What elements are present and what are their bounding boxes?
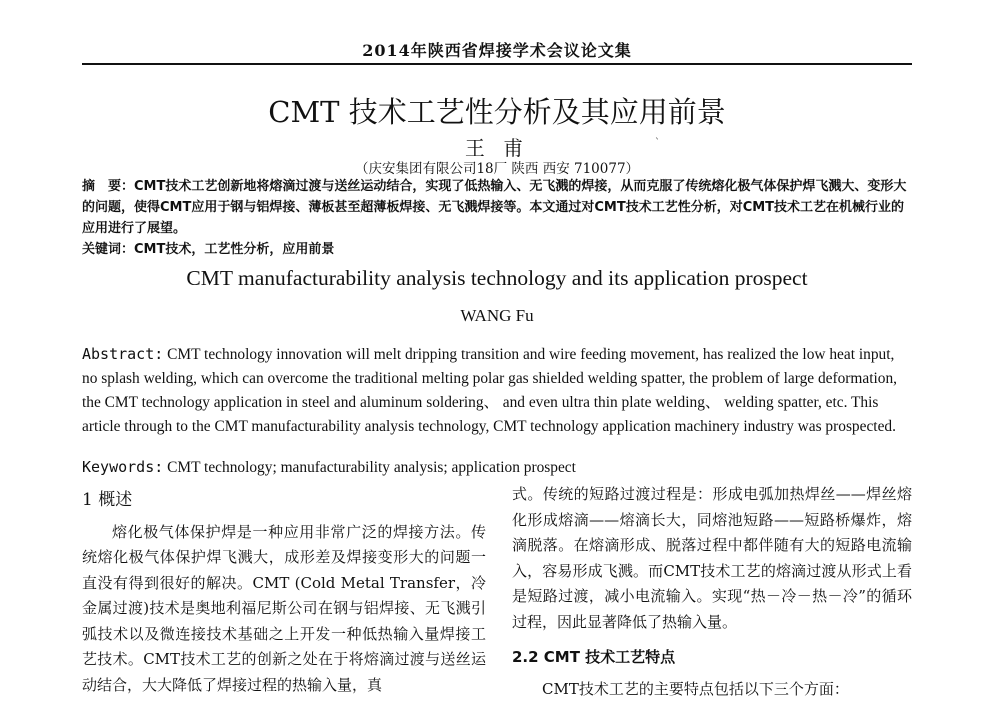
keywords-en bbox=[82, 458, 912, 477]
abstract-en bbox=[82, 342, 912, 439]
affiliation-cn: （庆安集团有限公司18厂 陕西 西安 710077） bbox=[354, 161, 640, 177]
keywords-en-label: Keywords: bbox=[82, 458, 164, 476]
section-1-heading: 1 概述 bbox=[82, 490, 133, 510]
author-cn: 王 甫 bbox=[464, 136, 530, 160]
right-column bbox=[512, 482, 912, 702]
abstract-cn-label: 摘 要： bbox=[82, 179, 135, 194]
proceedings-header: 2014年陕西省焊接学术会议论文集 bbox=[362, 41, 632, 60]
right-paragraph-1: 式。传统的短路过渡过程是：形成电弧加热焊丝——焊丝熔化形成熔滴——熔滴长大，同熔池短路——短路桥爆炸，熔滴脱落。在熔滴形成、脱落过程中都伴随有大的短路电流输入，容易形成飞溅。而CMT技术工艺的熔滴过渡从形式上看是短路过渡，减小电流输入。实现“热－冷－热－冷”的循环过程，因此显著降低了热输入量。 bbox=[512, 485, 912, 631]
header-rule bbox=[82, 63, 912, 65]
section-2-2-heading: 2.2 CMT 技术工艺特点 bbox=[512, 648, 676, 666]
right-paragraph-2: CMT技术工艺的主要特点包括以下三个方面： bbox=[542, 679, 849, 698]
paper-title-en: CMT manufacturability analysis technology and its application prospect bbox=[186, 266, 808, 290]
abstract-en-label: Abstract: bbox=[82, 345, 164, 363]
author-en: WANG Fu bbox=[460, 306, 534, 325]
abstract-cn bbox=[82, 176, 912, 239]
keywords-cn-label: 关键词： bbox=[82, 242, 135, 257]
keywords-cn bbox=[82, 238, 912, 257]
keywords-en-text: CMT technology; manufacturability analysis; application prospect bbox=[167, 459, 576, 476]
abstract-en-text: CMT technology innovation will melt dripping transition and wire feeding movement, has realized the low heat input, no splash welding, which can overcome the traditional melting polar gas shielded welding spatter, the problem of large deformation, the CMT technology application in steel and aluminum soldering、 and even ultra thin plate welding、 welding spatter, etc. This article through to the CMT manufacturability analysis technology, CMT technology application machinery industry was prospected. bbox=[82, 346, 898, 435]
section-1-paragraph: 熔化极气体保护焊是一种应用非常广泛的焊接方法。传统熔化极气体保护焊飞溅大，成形差及焊接变形大的问题一直没有得到很好的解决。CMT (Cold Metal Transfer，冷金属过渡)技术是奥地利福尼斯公司在钢与铝焊接、无飞溅引弧技术以及微连接技术基础之上开发一种低热输入量焊接工艺技术。CMT技术工艺的创新之处在于将熔滴过渡与送丝运动结合，大大降低了焊接过程的热输入量，真 bbox=[82, 522, 486, 694]
abstract-cn-text: CMT技术工艺创新地将熔滴过渡与送丝运动结合，实现了低热输入、无飞溅的焊接，从而克服了传统熔化极气体保护焊飞溅大、变形大的问题，使得CMT应用于钢与铝焊接、薄板甚至超薄板焊接、无飞溅焊接等。本文通过对CMT技术工艺性分析，对CMT技术工艺在机械行业的应用进行了展望。 bbox=[82, 179, 907, 236]
keywords-cn-text: CMT技术，工艺性分析，应用前景 bbox=[134, 242, 335, 257]
paper-title-cn: CMT 技术工艺性分析及其应用前景 bbox=[268, 95, 726, 129]
left-column bbox=[82, 488, 486, 698]
scan-mark: ˋ bbox=[655, 138, 660, 149]
